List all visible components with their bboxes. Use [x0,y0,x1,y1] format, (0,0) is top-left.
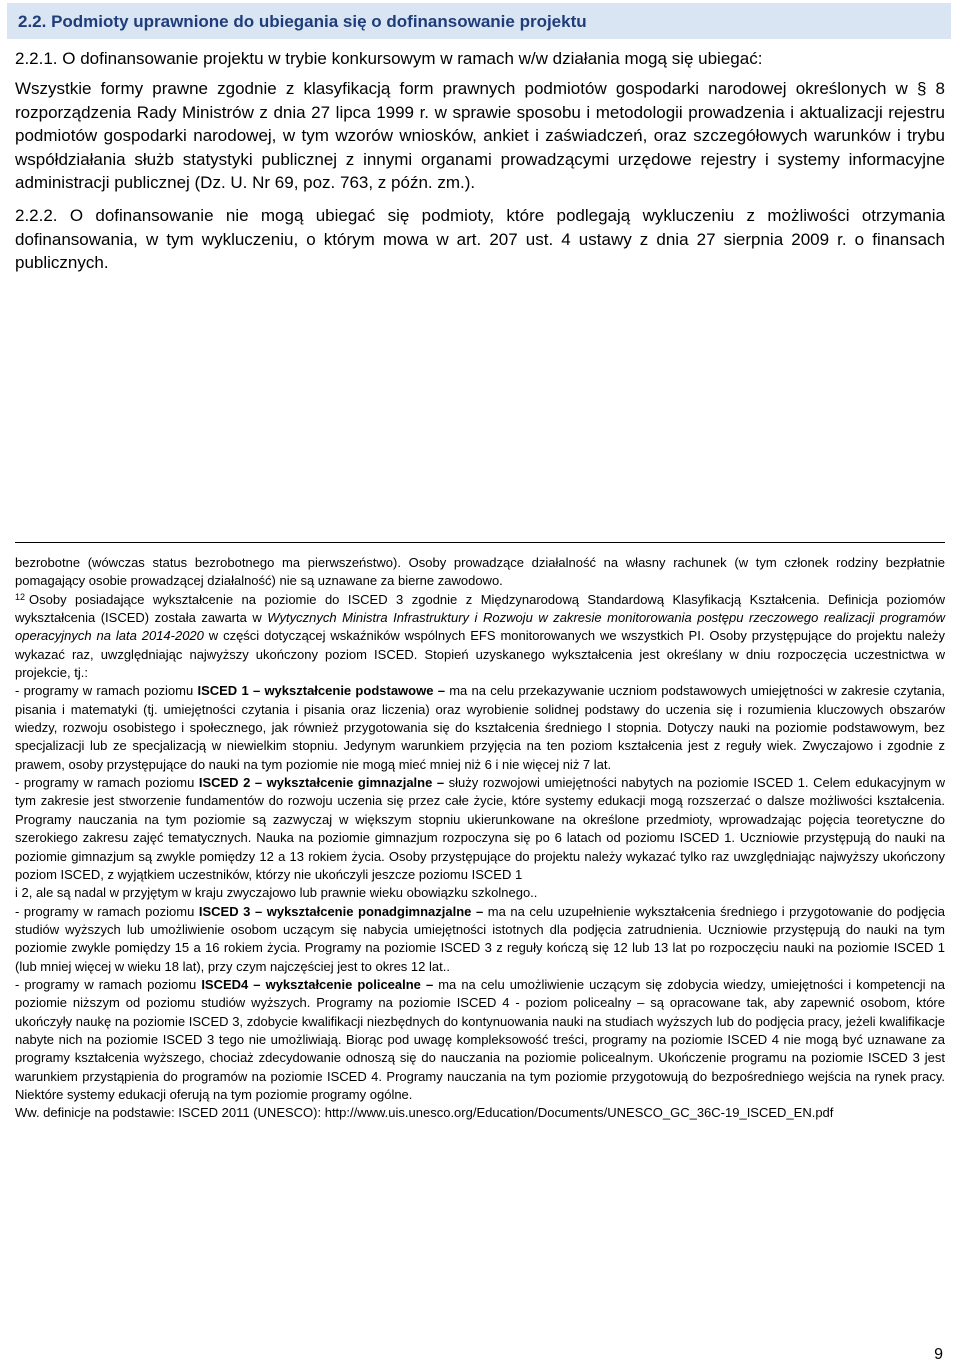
section-header-bar [7,3,951,39]
isced-3-item: - programy w ramach poziomu ISCED 3 – wykształcenie ponadgimnazjalne – ma na celu uzupełnienie wykształcenia średniego i przygotowanie do podjęcia studiów wyższych lub umożliwienie osobom uczącym się nabycia umiejętności istotnych dla podjęcia zatrudnienia. Uczniowie przystępują do nauki na tym poziomie zwykle pomiędzy 15 a 16 rokiem życia. Programy na poziomie ISCED 3 z reguły kończą się 12 lub 13 lat po rozpoczęciu nauki na poziomie ISCED 1 (lub mniej więcej w wieku 18 lat), przy czym najczęściej jest to okres 12 lat.. [15,903,946,974]
footnote-separator [15,542,945,543]
isced-2-item: - programy w ramach poziomu ISCED 2 – wykształcenie gimnazjalne – służy rozwojowi umiejętności nabytych na poziomie ISCED 1. Celem edukacyjnym w tym zakresie jest stworzenie fundamentów do rozwoju uczenia się przez całe życie, które systemy edukacji mogą rozszerzać o dalsze możliwości kształcenia. Programy nauczania na tym poziomie są zazwyczaj w większym stopniu ukierunkowane na określone przedmioty, wprowadzając pojęcia teoretyczne do szerokiego zakresu zajęć tematycznych. Nauka na poziomie gimnazjum rozpoczyna się po 6 latach od poziomu ISCED 1. Uczniowie przystępują do nauki na poziomie gimnazjum są zwykle pomiędzy 12 a 13 rokiem życia. Osoby przystępujące do projektu należy wykazać tylko raz uwzględniając najwyższy ukończony poziom ISCED, z wyjątkiem uczestników, którzy nie ukończyli jeszcze poziomu ISCED 1 [15,775,945,882]
subsection-222-text: 2.2.2. O dofinansowanie nie mogą ubiegać się podmioty, które podlegają wykluczeniu z możliwości otrzymania dofinansowania, w tym wykluczeniu, o którym mowa w art. 207 ust. 4 ustawy z dnia 27 sierpnia 2009 r. o finansach publicznych. [15,206,945,273]
isced-1-item: - programy w ramach poziomu ISCED 1 – wykształcenie podstawowe – ma na celu przekazywanie uczniom podstawowych umiejętności w zakresie czytania, pisania i matematyki (tj. umiejętności czytania i pisania oraz liczenia) oraz wyrobienie solidnej podstawy do uczenia się i rozumienia kluczowych obszarów wiedzy, rozwoju osobistego i społecznego, jak również przygotowania się do kształcenia średniego I stopnia. Dotyczy nauki na poziomie podstawowym, bez specjalizacji lub ze specjalizacją w niewielkim stopniu. Jedynym warunkiem przyjęcia na ten poziom kształcenia jest z reguły wiek. Zwyczajowo i zgodnie z prawem, osoby przystępujące do nauki na tym poziomie nie mogą mieć mniej niż 6 i nie więcej niż 7 lat. [15,683,945,772]
isced-2-item-tail: i 2, ale są nadal w przyjętym w kraju zwyczajowo lub prawnie wieku obowiązku szkolnego.. [15,885,538,901]
page-number: 9 [934,1346,943,1363]
section-title: 2.2. Podmioty uprawnione do ubiegania się o dofinansowanie projektu [18,12,587,31]
footnote-number: 12 [15,591,26,602]
isced-4-item: - programy w ramach poziomu ISCED4 – wykształcenie policealne – ma na celu umożliwienie uczącym się zdobycia wiedzy, umiejętności i kompetencji na poziomie niższym od poziomu studiów wyższych. Programy na poziomie ISCED 4 - poziom policealny – są opracowane tak, aby zapewnić osobom, które ukończyły naukę na poziomie ISCED 3, zdobycie kwalifikacji niezbędnych do kontynuowania nauki na studiach wyższych lub do podjęcia pracy, jeżeli kwalifikacje nabyte nich na poziomie ISCED 3 tego nie umożliwiają. Biorąc pod uwagę kompleksowość treści, programy na poziomie ISCED 4 nie mogą być uznawane za programy kształcenia wyższego, chociaż zdecydowanie odnoszą się do nauczania na poziomie policealnym. Ukończenie programu na poziomie ISCED 3 jest warunkiem przystąpienia do programów na poziomie ISCED 4. Programy nauczania na tym poziomie przygotowują do bezpośredniego wejścia na rynek pracy. Niektóre systemy edukacji oferują na tym poziomie programy ogólne. [15,976,946,1102]
footnote-11-continuation: bezrobotne (wówczas status bezrobotnego ma pierwszeństwo). Osoby prowadzące działalność na własny rachunek (w tym członek rodziny bezpłatnie pomagający osobie prowadzącej działalność) nie są uznawane za bierne zawodowo. [15,555,945,589]
main-text [15,47,945,275]
subsection-221-body: Wszystkie formy prawne zgodnie z klasyfikacją form prawnych podmiotów gospodarki narodowej określonych w § 8 rozporządzenia Rady Ministrów z dnia 27 lipca 1999 r. w sprawie sposobu i metodologii prowadzenia i aktualizacji rejestru podmiotów gospodarki narodowej, w tym wzorów wniosków, ankiet i zaświadczeń, oraz szczegółowych warunków i trybu współdziałania służb statystyki publicznej z innymi organami prowadzącymi urzędowe rejestry i systemy informacyjne administracji publicznej (Dz. U. Nr 69, poz. 763, z późn. zm.). [15,79,945,193]
subsection-221-heading: 2.2.1. O dofinansowanie projektu w trybie konkursowym w ramach w/w działania mogą się ubiegać: [15,49,763,68]
guidelines-title: Wytycznych Ministra Infrastruktury i Rozwoju w zakresie monitorowania postępu rzeczowego realizacji programów operacyjnych na lata 2014-2020 [15,610,945,644]
footnotes [15,554,945,1123]
definitions-source: Ww. definicje na podstawie: ISCED 2011 (UNESCO): http://www.uis.unesco.org/Education/Documents/UNESCO_GC_36C-19_ISCED_EN.pdf [15,1105,834,1121]
footnote-12: $^{12}$ Osoby posiadające wykształcenie na poziomie do ISCED 3 zgodnie z Międzynarodową Standardową Klasyfikacją Kształcenia. Definicja poziomów wykształcenia (ISCED) została zawarta w Wytycznych Ministra Infrastruktury i Rozwoju w zakresie monitorowania postępu rzeczowego realizacji programów operacyjnych na lata 2014-2020 w części dotyczącej wskaźników wspólnych EFS monitorowanych we wszystkich PI. Osoby przystępujące do projektu należy wykazać raz, uwzględniając najwyższy ukończony poziom ISCED. Stopień uzyskanego wykształcenia jest określany w dniu rozpoczęcia uczestnictwa w projekcie, tj.: [15,591,945,681]
